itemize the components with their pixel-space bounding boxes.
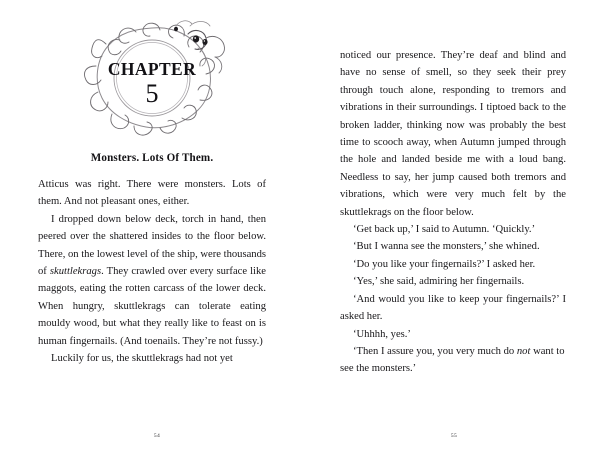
chapter-medallion-illustration: [72, 18, 232, 136]
text-run: ‘Do you like your fingernails?’ I asked her.: [353, 258, 536, 270]
chapter-emblem: [38, 18, 266, 136]
text-run: noticed our presence. They’re deaf and blind and have no sense of smell, so they seek their prey through touch alone, responding to tremors and vibrations in their surroundings. I tiptoed back to the broken ladder, thinking now was probably the best time to scooch away, when Autumn jumped through the hole and landed beside me with a loud bang. Needless to say, her jump caused both tremors and vibrations, which were very much felt by the skuttlekrags on the floor below.: [340, 50, 566, 218]
left-page-text-block: [38, 0, 266, 461]
right-page-text-block: [340, 0, 566, 461]
text-run: I dropped down below deck, torch in hand, then peered over the shattered insides to the floor below. There, on the lowest level of the ship, were thousands of: [38, 213, 266, 278]
body-paragraph: [38, 350, 266, 367]
text-run: ‘Yes,’ she said, admiring her fingernails.: [353, 276, 525, 288]
right-page-body: [340, 47, 566, 378]
body-paragraph: [340, 291, 566, 326]
page-number-left: 54: [153, 433, 161, 439]
text-run: ‘Then I assure you, you very much do: [353, 345, 517, 357]
text-run: ‘But I wanna see the monsters,’ she whined.: [353, 241, 540, 253]
text-run: want to see the monsters.’: [340, 345, 565, 375]
chapter-title: Monsters. Lots Of Them.: [90, 152, 214, 164]
text-run: ‘And would you like to keep your fingernails?’ I asked her.: [340, 293, 566, 323]
dialogue-paragraph: [340, 273, 566, 290]
body-paragraph: [340, 343, 566, 378]
dialogue-paragraph: [340, 238, 566, 255]
text-run: Atticus was right. There were monsters. Lots of them. And not pleasant ones, either.: [38, 179, 266, 208]
right-page: [300, 0, 600, 461]
italic-run: skuttlekrags: [49, 266, 102, 278]
text-run: . They crawled over every surface like maggots, eating the rotten carcass of the lower deck. When hungry, skuttlekrags can tolerate eating mouldy wood, but what they really like to feast on is human fingernails. (And toenails. They’re not fussy.): [38, 266, 266, 347]
page-number-right: 55: [450, 433, 458, 439]
chapter-emblem-number: 5: [145, 79, 159, 108]
body-paragraph: [38, 176, 266, 211]
chapter-emblem-word: CHAPTER: [107, 59, 197, 79]
dialogue-paragraph: [340, 221, 566, 238]
body-paragraph: [340, 47, 566, 221]
dialogue-paragraph: [340, 326, 566, 343]
left-page-body: [38, 176, 266, 367]
dialogue-paragraph: [340, 256, 566, 273]
text-run: ‘Uhhhh, yes.’: [353, 328, 411, 340]
text-run: ‘Get back up,’ I said to Autumn. ‘Quickly.’: [353, 224, 536, 236]
text-run: Luckily for us, the skuttlekrags had not yet: [51, 353, 233, 365]
italic-run: not: [516, 345, 531, 357]
body-paragraph: [38, 211, 266, 350]
